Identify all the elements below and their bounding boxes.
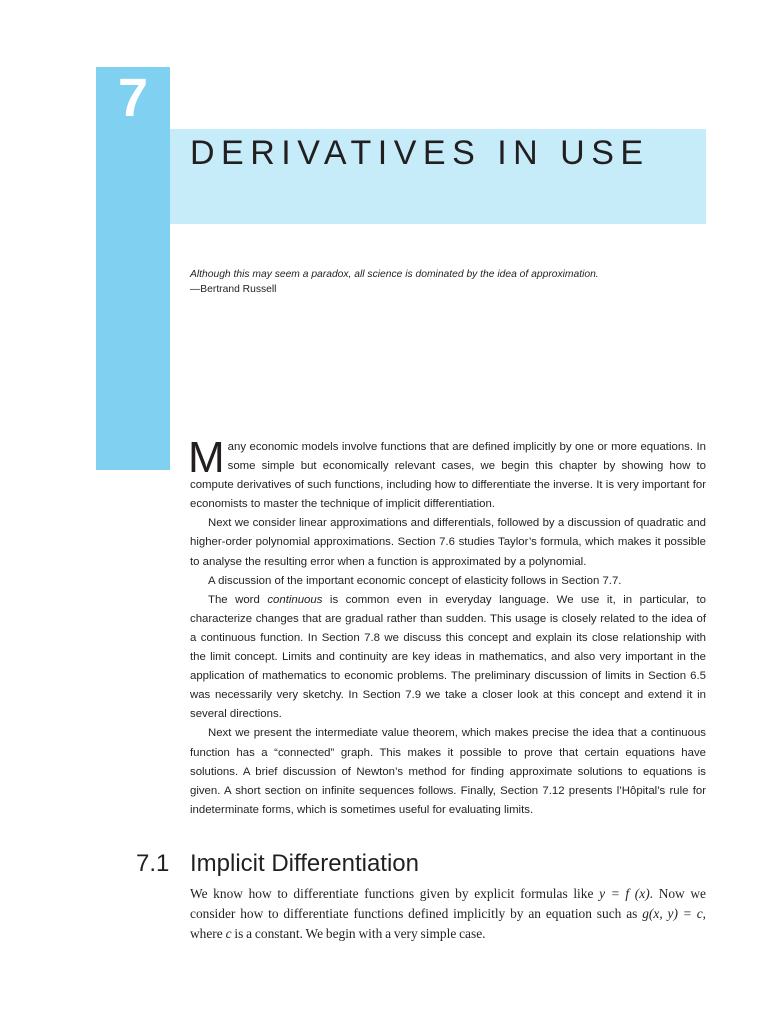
math-expression: y = f (x) bbox=[599, 886, 650, 901]
chapter-introduction bbox=[188, 433, 706, 820]
drop-cap: M bbox=[188, 433, 225, 482]
math-expression: c bbox=[225, 926, 232, 942]
section-title: Implicit Differentiation bbox=[190, 850, 419, 877]
emphasized-word: continuous bbox=[267, 593, 323, 606]
body-text: is a constant. We begin with a very simple case. bbox=[231, 926, 486, 942]
epigraph-quote: Although this may seem a paradox, all science is dominated by the idea of approximation. bbox=[190, 269, 599, 280]
section-heading bbox=[136, 848, 706, 880]
body-text: We know how to differentiate functions given by explicit formulas like bbox=[190, 886, 600, 901]
math-expression: g(x, y) = c bbox=[642, 906, 703, 922]
intro-paragraph: Next we consider linear approximations and differentials, followed by a discussion of quadratic and higher-order polynomial approximations. Section 7.6 studies Taylor’s formula, which makes it possible to analyse the resulting error when a function is approximated by a polynomial. bbox=[190, 517, 706, 568]
epigraph bbox=[190, 268, 710, 297]
section-body bbox=[190, 884, 706, 945]
epigraph-attribution: —Bertrand Russell bbox=[190, 283, 277, 295]
section-number: 7.1 bbox=[136, 850, 170, 877]
body-text: . Now we consider how to differentiate functions defined implicitly by an equation such as bbox=[190, 886, 707, 922]
intro-paragraph: Next we present the intermediate value theorem, which makes precise the idea that a continuous function has a “connected” graph. This makes it possible to prove that certain equations have solutions. A brief discussion of Newton’s method for finding approximate solutions to equations is given. A short section on infinite sequences follows. Finally, Section 7.12 presents l’Hôpital’s rule for indeterminate forms, which is sometimes useful for evaluating limits. bbox=[190, 727, 706, 816]
intro-text: The word bbox=[208, 593, 268, 606]
intro-text: is common even in everyday language. We use it, in particular, to characterize changes that are gradual rather than sudden. This usage is closely related to the idea of a continuous function. In Section 7.8 we discuss this concept and explain its close relationship with the limit concept. Limits and continuity are key ideas in mathematics, and also very important in the application of mathematics to economic problems. The preliminary discussion of limits in Section 6.5 was necessarily very sketchy. In Section 7.9 we take a closer look at this concept and extend it in several directions. bbox=[190, 593, 706, 721]
intro-paragraph: A discussion of the important economic concept of elasticity follows in Section 7.7. bbox=[208, 574, 622, 587]
intro-paragraph-text: any economic models involve functions that are defined implicitly by one or more equations. In some simple but economically relevant cases, we begin this chapter by showing how to compute derivatives of such functions, including how to differentiate the inverse. It is very important for economists to master the technique of implicit differentiation. bbox=[190, 441, 706, 511]
body-text: , where bbox=[190, 906, 706, 942]
intro-paragraph bbox=[190, 591, 706, 725]
chapter-number: 7 bbox=[117, 68, 149, 128]
intro-paragraph bbox=[188, 433, 706, 514]
chapter-title: DERIVATIVES IN USE bbox=[190, 134, 650, 172]
